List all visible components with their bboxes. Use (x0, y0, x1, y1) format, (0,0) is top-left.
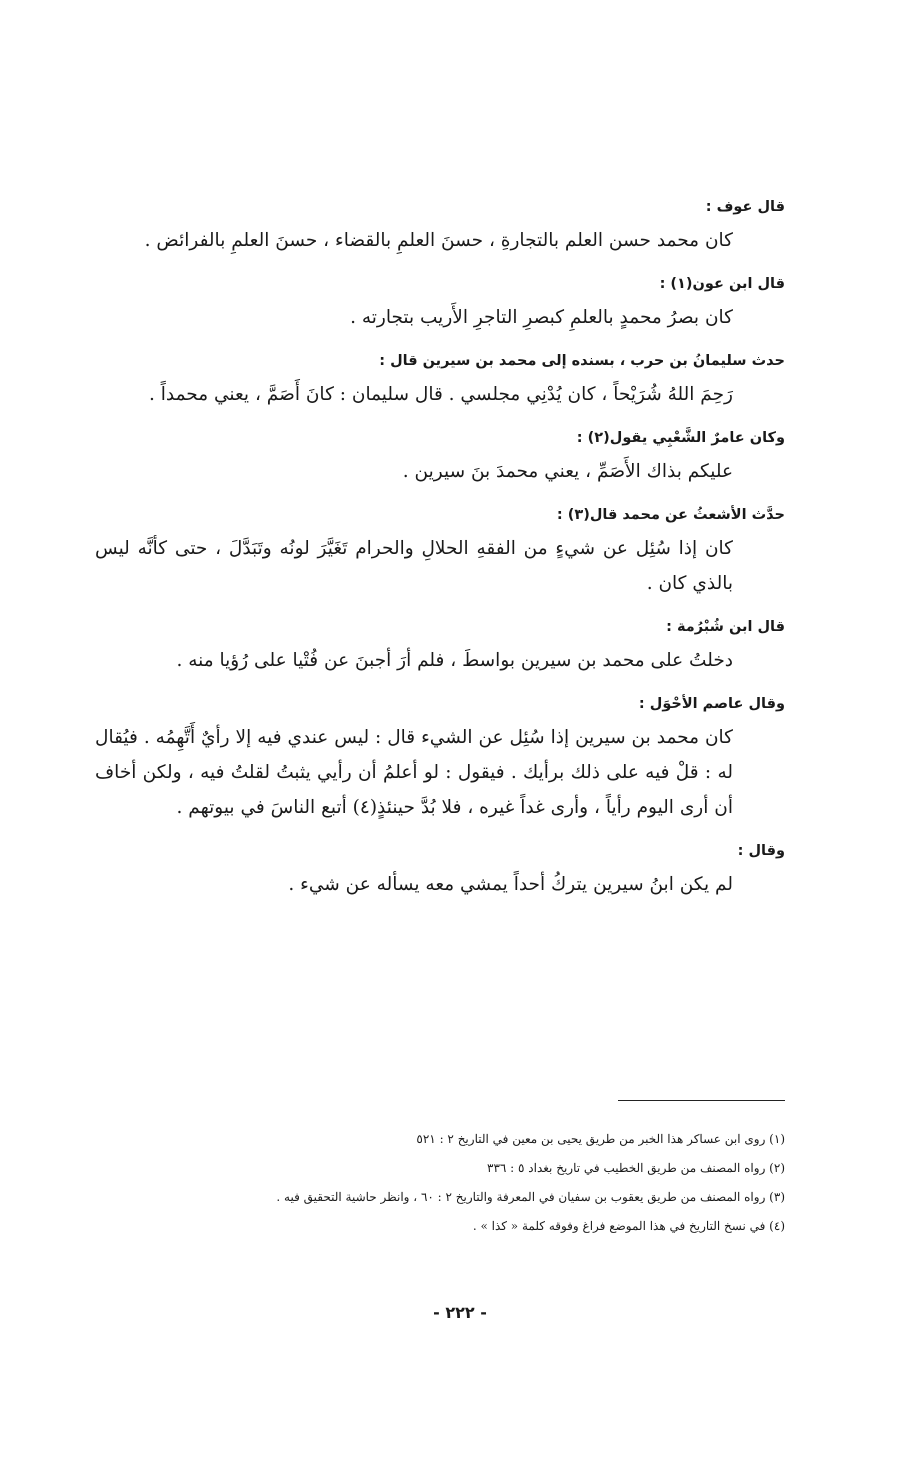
footnote-divider (618, 1100, 785, 1101)
footnote: (١) روى ابن عساكر هذا الخبر من طريق يحيى بن معين في التاريخ ٢ : ٥٢١ (416, 1132, 785, 1146)
entry-text: دخلتُ على محمد بن سيرين بواسطَ ، فلم أرَ أجبنَ عن فُتْيا على رُؤيا منه . (176, 650, 733, 671)
entry (95, 349, 785, 412)
entry-text: كان بصرُ محمدٍ بالعلمِ كبصرِ التاجرِ الأَريب بتجارته . (350, 307, 733, 328)
entry-text: كان محمد حسن العلم بالتجارةِ ، حسنَ العلمِ بالقضاء ، حسنَ العلمِ بالفرائض . (144, 230, 733, 251)
entry-text: لم يكن ابنُ سيرين يتركُ أحداً يمشي معه يسأله عن شيء . (288, 874, 733, 895)
entry-heading: حدث سليمانُ بن حرب ، بسنده إلى محمد بن سيرين قال : (379, 353, 785, 369)
entry-text: رَحِمَ اللهُ شُرَيْحاً ، كان يُدْنِي مجلسي . قال سليمان : كانَ أَصَمَّ ، يعني محمداً . (148, 384, 733, 405)
entry-text: كان محمد بن سيرين إذا سُئِل عن الشيء قال : ليس عندي فيه إلا رأيٌ أَتَّهِمُه . فيُقال له : قلْ فيه على ذلك برأيك . فيقول : لو أعلمُ أن رأيي يثبتُ لقلتُ فيه ، ولكن أخاف أن أرى اليوم رأياً ، وأرى غداً غيره ، فلا بُدَّ حينئذٍ(٤) أتبع الناسَ في بيوتهم . (95, 727, 733, 818)
entry (95, 839, 785, 902)
entry-heading: قال عوف : (705, 199, 785, 215)
entry-heading: قال ابن عون(١) : (659, 276, 785, 292)
entry (95, 426, 785, 489)
footnotes (95, 1125, 785, 1241)
footnote: (٤) في نسخ التاريخ في هذا الموضع فراغ وفوقه كلمة « كذا » . (472, 1219, 785, 1233)
entry (95, 615, 785, 678)
entry (95, 692, 785, 825)
entry-heading: قال ابن شُبْرُمة : (666, 619, 785, 635)
entry-text: عليكم بذاك الأَصَمِّ ، يعني محمدَ بنَ سيرين . (402, 461, 733, 482)
entry-heading: وقال : (737, 843, 785, 859)
entry-heading: وكان عامرٌ الشَّعْبِي يقول(٢) : (576, 430, 785, 446)
entry (95, 272, 785, 335)
entry-heading: حدَّث الأشعثُ عن محمد قال(٣) : (556, 507, 785, 523)
main-text (95, 195, 785, 916)
footnote: (٣) رواه المصنف من طريق يعقوب بن سفيان في المعرفة والتاريخ ٢ : ٦٠ ، وانظر حاشية التحقيق فيه . (276, 1190, 785, 1204)
entry-text: كان إذا سُئِل عن شيءٍ من الفقهِ الحلالِ والحرام تَغَيَّرَ لونُه وتَبَدَّلَ ، حتى كأنَّه ليس بالذي كان . (95, 538, 733, 594)
page-number: - ٢٢٢ - (433, 1303, 487, 1322)
entry (95, 195, 785, 258)
entry (95, 503, 785, 601)
footnote: (٢) رواه المصنف من طريق الخطيب في تاريخ بغداد ٥ : ٣٣٦ (487, 1161, 785, 1175)
entry-heading: وقال عاصم الأحْوَل : (638, 696, 785, 712)
